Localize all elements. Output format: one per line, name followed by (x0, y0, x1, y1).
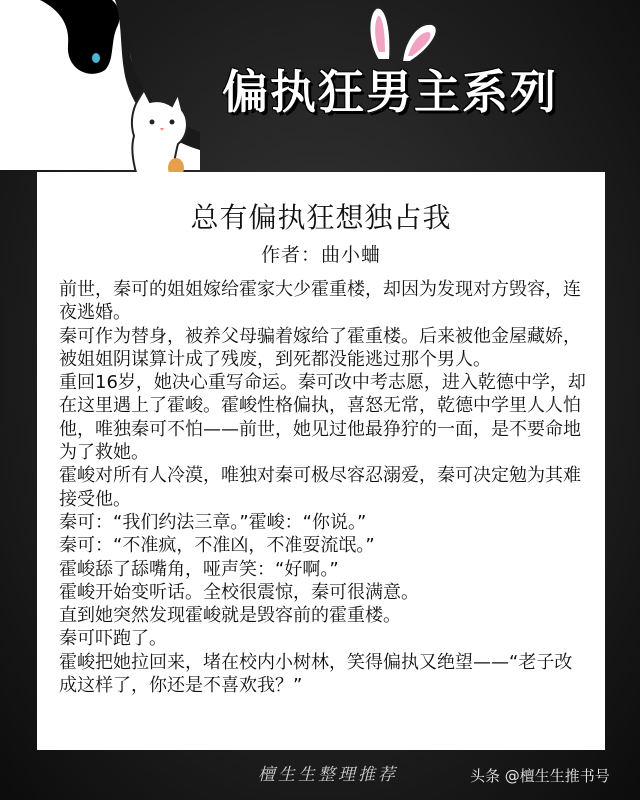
synopsis-paragraph: 前世，秦可的姐姐嫁给霍家大少霍重楼，却因为发现对方毁容，连夜逃婚。 (59, 279, 581, 324)
book-title: 总有偏执狂想独占我 (190, 201, 452, 234)
series-title: 偏执狂男主系列 (222, 65, 558, 119)
footer-credit: 檀生生整理推荐 (258, 765, 398, 785)
synopsis-paragraph: 霍峻对所有人冷漠，唯独对秦可极尽容忍溺爱，秦可决定勉为其难接受他。 (59, 465, 581, 510)
synopsis-paragraph: 秦可吓跑了。 (59, 628, 167, 650)
synopsis-paragraph: 秦可：“不准疯，不准凶，不准耍流氓。” (59, 535, 375, 557)
synopsis-text (59, 278, 589, 697)
book-author: 作者：曲小蛐 (260, 244, 381, 266)
synopsis-paragraph: 秦可作为替身，被养父母骗着嫁给了霍重楼。后来被他金屋藏娇，被姐姐阴谋算计成了残废，到死都没能逃过那个男人。 (59, 325, 581, 370)
synopsis-paragraph: 重回16岁，她决心重写命运。秦可改中考志愿，进入乾德中学，却在这里遇上了霍峻。霍峻性格偏执，喜怒无常，乾德中学里人人怕他，唯独秦可不怕——前世，她见过他最狰狞的一面，是不要命地为了救她。 (59, 372, 586, 464)
synopsis-card (37, 172, 605, 750)
synopsis-paragraph: 秦可：“我们约法三章。”霍峻：“你说。” (59, 511, 367, 533)
synopsis-paragraph: 霍峻舔了舔嘴角，哑声笑：“好啊。” (59, 558, 339, 580)
synopsis-paragraph: 霍峻开始变听话。全校很震惊，秦可很满意。 (59, 581, 419, 603)
footer-source: 头条 @檀生生推书号 (470, 767, 610, 785)
bunny-ears-icon (366, 4, 446, 64)
synopsis-paragraph: 霍峻把她拉回来，堵在校内小树林，笑得偏执又绝望——“老子改成这样了，你还是不喜欢我？” (59, 651, 573, 697)
synopsis-paragraph: 直到她突然发现霍峻就是毁容前的霍重楼。 (59, 605, 401, 627)
